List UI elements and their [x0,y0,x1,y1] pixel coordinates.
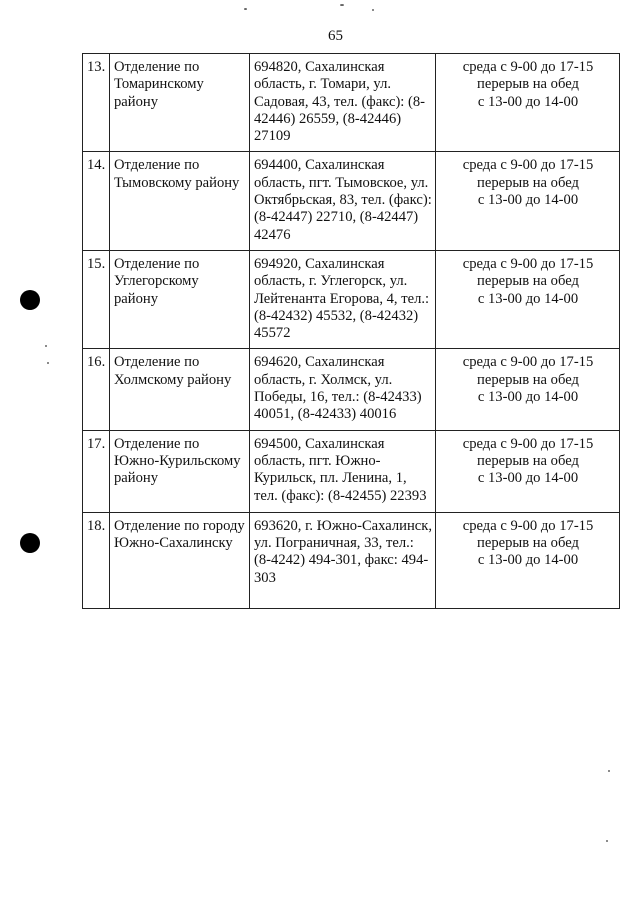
page-number: 65 [328,28,343,44]
hours-line: с 13-00 до 14-00 [477,470,579,487]
table-row [83,152,620,250]
hours-line: среда с 9-00 до 17-15 [462,517,594,534]
scan-speck [340,4,344,6]
table-row [83,349,620,430]
office-hours [436,430,620,512]
scan-speck [45,345,47,347]
office-name: Отделение по городу Южно-Сахалинску [110,512,250,608]
scan-speck [47,362,49,364]
scan-speck [372,9,374,11]
hours-line: перерыв на обед [477,452,579,469]
office-name: Отделение по Углегорскому району [110,250,250,348]
row-number: 14. [83,152,110,250]
hours-line: перерыв на обед [477,174,579,191]
office-hours [436,512,620,608]
row-number: 18. [83,512,110,608]
scan-speck [608,770,610,772]
table-row [83,250,620,348]
hours-line: среда с 9-00 до 17-15 [462,157,594,174]
scan-speck [606,840,608,842]
row-number: 13. [83,54,110,152]
office-name: Отделение по Томаринскому району [110,54,250,152]
hours-line: перерыв на обед [477,371,579,388]
table-row [83,54,620,152]
hours-line: с 13-00 до 14-00 [477,389,579,406]
hours-line: перерыв на обед [477,273,579,290]
offices-table [82,53,620,609]
office-hours [436,54,620,152]
hours-line: перерыв на обед [477,76,579,93]
office-hours [436,250,620,348]
office-address: 694820, Сахалинская область, г. Томари, ул. Садовая, 43, тел. (факс): (8-42446) 26559, (8-42446) 27109 [250,54,436,152]
office-name: Отделение по Южно-Курильскому району [110,430,250,512]
office-name: Отделение по Тымовскому району [110,152,250,250]
hours-line: с 13-00 до 14-00 [477,552,579,569]
hours-line: среда с 9-00 до 17-15 [462,435,594,452]
office-address: 694920, Сахалинская область, г. Углегорск, ул. Лейтенанта Егорова, 4, тел.: (8-42432) 45532, (8-42432) 45572 [250,250,436,348]
office-address: 694500, Сахалинская область, пгт. Южно-Курильск, пл. Ленина, 1, тел. (факс): (8-42455) 22393 [250,430,436,512]
punch-hole-mark [20,290,40,310]
office-name: Отделение по Холмскому району [110,349,250,430]
table-row [83,512,620,608]
office-hours [436,349,620,430]
office-address: 693620, г. Южно-Сахалинск, ул. Пограничная, 33, тел.: (8-4242) 494-301, факс: 494-303 [250,512,436,608]
hours-line: среда с 9-00 до 17-15 [462,354,594,371]
hours-line: с 13-00 до 14-00 [477,290,579,307]
punch-hole-mark [20,533,40,553]
office-hours [436,152,620,250]
hours-line: перерыв на обед [477,534,579,551]
row-number: 15. [83,250,110,348]
scan-speck [244,8,247,10]
office-address: 694400, Сахалинская область, пгт. Тымовское, ул. Октябрьская, 83, тел. (факс): (8-42447) 22710, (8-42447) 42476 [250,152,436,250]
hours-line: среда с 9-00 до 17-15 [462,59,594,75]
table-row [83,430,620,512]
row-number: 17. [83,430,110,512]
hours-line: с 13-00 до 14-00 [477,192,579,209]
hours-line: с 13-00 до 14-00 [477,93,579,110]
office-address: 694620, Сахалинская область, г. Холмск, ул. Победы, 16, тел.: (8-42433) 40051, (8-42433) 40016 [250,349,436,430]
hours-line: среда с 9-00 до 17-15 [462,255,594,272]
row-number: 16. [83,349,110,430]
